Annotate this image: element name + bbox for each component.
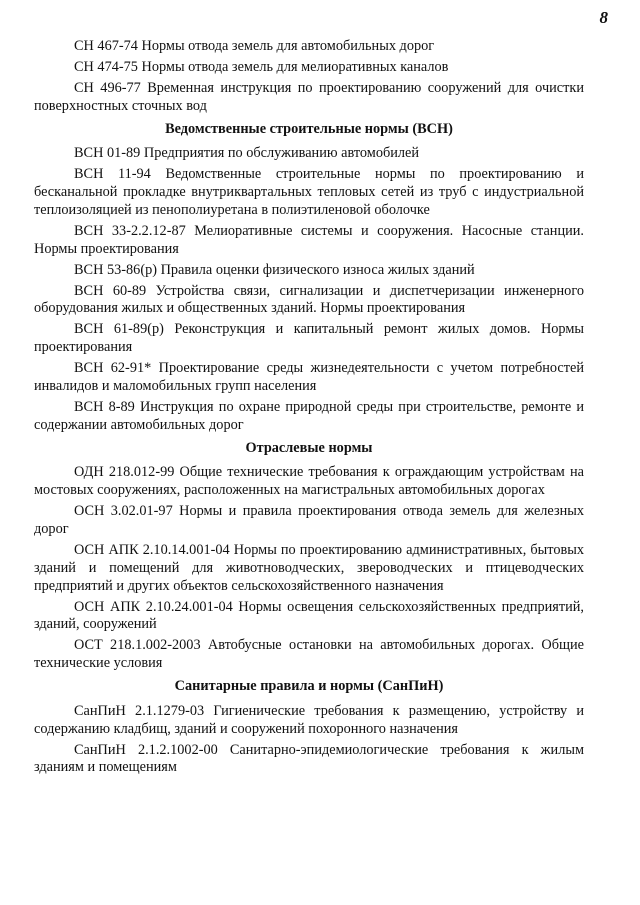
list-item: ОСН АПК 2.10.24.001-04 Нормы освещения сельскохозяйственных предприятий, зданий, сооружений xyxy=(34,598,584,633)
list-item: СН 467-74 Нормы отвода земель для автомобильных дорог xyxy=(74,38,435,54)
section-vsn xyxy=(34,121,584,435)
list-item: ВСН 33-2.2.12-87 Мелиоративные системы и сооружения. Насосные станции. Нормы проектирования xyxy=(34,222,584,257)
list-item: ОДН 218.012-99 Общие технические требования к ограждающим устройствам на мостовых сооружениях, расположенных на магистральных автомобильных дорогах xyxy=(34,464,584,499)
list-item: ВСН 61-89(р) Реконструкция и капитальный ремонт жилых домов. Нормы проектирования xyxy=(34,321,584,356)
list-item: ВСН 8-89 Инструкция по охране природной среды при строительстве, ремонте и содержании автомобильных дорог xyxy=(34,399,584,433)
section-industry-norms xyxy=(34,440,584,673)
list-item: СанПиН 2.1.2.1002-00 Санитарно-эпидемиологические требования к жилым зданиям и помещениям xyxy=(34,741,584,776)
list-item: ВСН 62-91* Проектирование среды жизнедеятельности с учетом потребностей инвалидов и маломобильных групп населения xyxy=(34,360,584,395)
list-item: СН 474-75 Нормы отвода земель для мелиоративных каналов xyxy=(74,58,449,75)
list-item: СанПиН 2.1.1279-03 Гигиенические требования к размещению, устройству и содержанию кладбищ, зданий и сооружений похоронного назначения xyxy=(34,702,584,737)
section-heading: Санитарные правила и нормы (СанПиН) xyxy=(174,677,444,694)
section-sn xyxy=(34,38,584,116)
list-item: ВСН 11-94 Ведомственные строительные нормы по проектированию и бесканальной прокладке внутриквартальных тепловых сетей из труб с индустриальной теплоизоляцией из пенополиуретана в полиэтиленовой оболочке xyxy=(34,166,584,218)
section-heading: Ведомственные строительные нормы (ВСН) xyxy=(165,120,453,137)
list-item: ОСН АПК 2.10.14.001-04 Нормы по проектированию административных, бытовых зданий и помещений для животноводческих, звероводческих и птицеводческих предприятий и других объектов сельскохозяйственного назначения xyxy=(34,541,584,594)
section-sanpin xyxy=(34,678,584,777)
page-number: 8 xyxy=(599,8,608,27)
list-item: ОСН 3.02.01-97 Нормы и правила проектирования отвода земель для железных дорог xyxy=(34,503,584,537)
list-item: ВСН 01-89 Предприятия по обслуживанию автомобилей xyxy=(74,145,420,162)
list-item: СН 496-77 Временная инструкция по проектированию сооружений для очистки поверхностных сточных вод xyxy=(34,79,584,114)
list-item: ВСН 53-86(р) Правила оценки физического износа жилых зданий xyxy=(74,261,475,278)
list-item: ОСТ 218.1.002-2003 Автобусные остановки на автомобильных дорогах. Общие технические условия xyxy=(34,637,584,672)
section-heading: Отраслевые нормы xyxy=(245,439,373,456)
list-item: ВСН 60-89 Устройства связи, сигнализации и диспетчеризации инженерного оборудования жилых и общественных зданий. Нормы проектирования xyxy=(34,282,584,317)
document-body xyxy=(34,38,584,780)
